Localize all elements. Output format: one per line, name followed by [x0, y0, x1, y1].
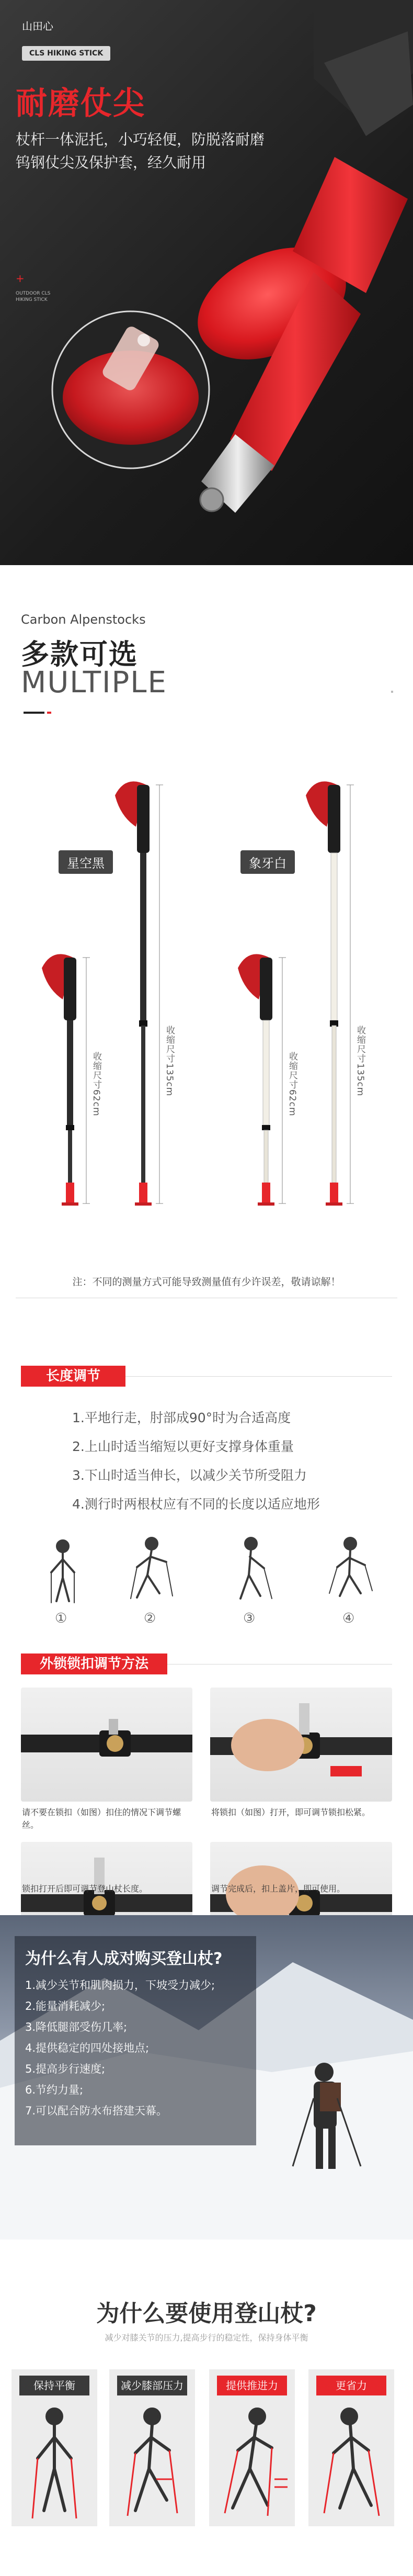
lock-caption-2: 将锁扣（如图）打开，即可调节锁扣松紧。: [211, 1807, 371, 1817]
hero-section: [0, 0, 413, 565]
size-label-black-long: 收缩尺寸135cm: [164, 1026, 175, 1097]
brand-name: 山田心: [22, 20, 53, 32]
length-tip-2: 2.上山时适当缩短以更好支撑身体重量: [72, 1439, 294, 1454]
size-label-white-long: 收缩尺寸135cm: [355, 1026, 365, 1097]
why-use-title: 为什么要使用登山杖?: [96, 2300, 317, 2327]
figure-num-4: ④: [342, 1611, 355, 1626]
lock-photo-2: [210, 1688, 392, 1802]
reasons-title: 为什么有人成对购买登山杖?: [25, 1950, 223, 1968]
length-adjust-header: 长度调节: [21, 1366, 125, 1387]
hero-description: 杖杆一体泥托，小巧轻便，防脱落耐磨钨钢仗尖及保护套，经久耐用: [16, 131, 265, 171]
small-caption: OUTDOOR CLS HIKING STICK: [16, 291, 51, 302]
length-tip-3: 3.下山时适当伸长，以减少关节所受阻力: [72, 1468, 307, 1483]
hero-title: 耐磨仗尖: [16, 85, 145, 122]
reason-item: 2.能量消耗减少;: [25, 2000, 106, 2012]
benefit-card-knee: [109, 2369, 195, 2526]
benefit-label: 减少膝部压力: [117, 2376, 187, 2395]
hiker-figures: [0, 1531, 413, 1609]
benefit-card-balance: [12, 2369, 97, 2526]
white-short-pole: [238, 954, 274, 1206]
section-subtitle-en: Carbon Alpenstocks: [21, 612, 146, 627]
section-title-en: MULTIPLE: [21, 666, 167, 700]
header-line: [125, 1376, 392, 1377]
benefit-card-effort: [308, 2369, 394, 2526]
length-tip-1: 1.平地行走，肘部成90°时为合适高度: [72, 1410, 291, 1425]
title-underline: [24, 712, 44, 714]
title-dot: [391, 691, 393, 693]
benefit-label: 保持平衡: [19, 2376, 89, 2395]
white-long-pole: [306, 781, 342, 1206]
reason-item: 5.提高步行速度;: [25, 2063, 106, 2075]
size-label-white-short: 收缩尺寸62cm: [287, 1052, 297, 1117]
measurement-note: 注：不同的测量方式可能导致测量值有少许误差，敬请谅解！: [72, 1276, 341, 1288]
reason-item: 3.降低腿部受伤几率;: [25, 2021, 128, 2033]
variant-label-white: 象牙白: [240, 850, 295, 874]
product-tag: CLS HIKING STICK: [22, 46, 110, 61]
page-footer: [0, 2544, 413, 2576]
reason-item: 1.减少关节和肌肉损力，下坡受力减少;: [25, 1979, 215, 1992]
figure-num-3: ③: [243, 1611, 256, 1626]
size-label-black-short: 收缩尺寸62cm: [91, 1052, 101, 1117]
benefit-label: 更省力: [316, 2376, 386, 2395]
benefit-card-propulsion: [209, 2369, 295, 2526]
variant-label-black: 星空黑: [59, 850, 113, 874]
length-tip-4: 4.测行时两根杖应有不同的长度以适应地形: [72, 1497, 320, 1512]
black-short-pole: [42, 954, 78, 1206]
poles-illustration: [0, 764, 413, 1245]
black-long-pole: [115, 781, 152, 1206]
lock-caption-3: 锁扣打开后即可调节登山杖长度。: [22, 1884, 148, 1894]
title-accent-dash: [47, 712, 51, 714]
lock-caption-1: 请不要在锁扣（如图）扣住的情况下调节螺丝。: [22, 1807, 181, 1830]
section-title: 多款可选: [21, 638, 138, 671]
plus-icon: +: [16, 272, 25, 285]
why-use-subtitle: 减少对膝关节的压力,提高步行的稳定性，保持身体平衡: [105, 2333, 308, 2343]
lock-caption-4: 调节完成后，扣上盖片，即可使用。: [211, 1884, 346, 1894]
reason-item: 7.可以配合防水布搭建天幕。: [25, 2105, 168, 2117]
lock-adjust-header: 外锁锁扣调节方法: [21, 1653, 167, 1674]
lock-photo-1: [21, 1688, 192, 1802]
figure-num-1: ①: [55, 1611, 67, 1626]
reason-item: 6.节约力量;: [25, 2084, 84, 2096]
pole-tip-illustration: [0, 0, 413, 565]
reason-item: 4.提供稳定的四处接地点;: [25, 2042, 150, 2054]
figure-num-2: ②: [144, 1611, 156, 1626]
benefit-label: 提供推进力: [217, 2376, 287, 2395]
